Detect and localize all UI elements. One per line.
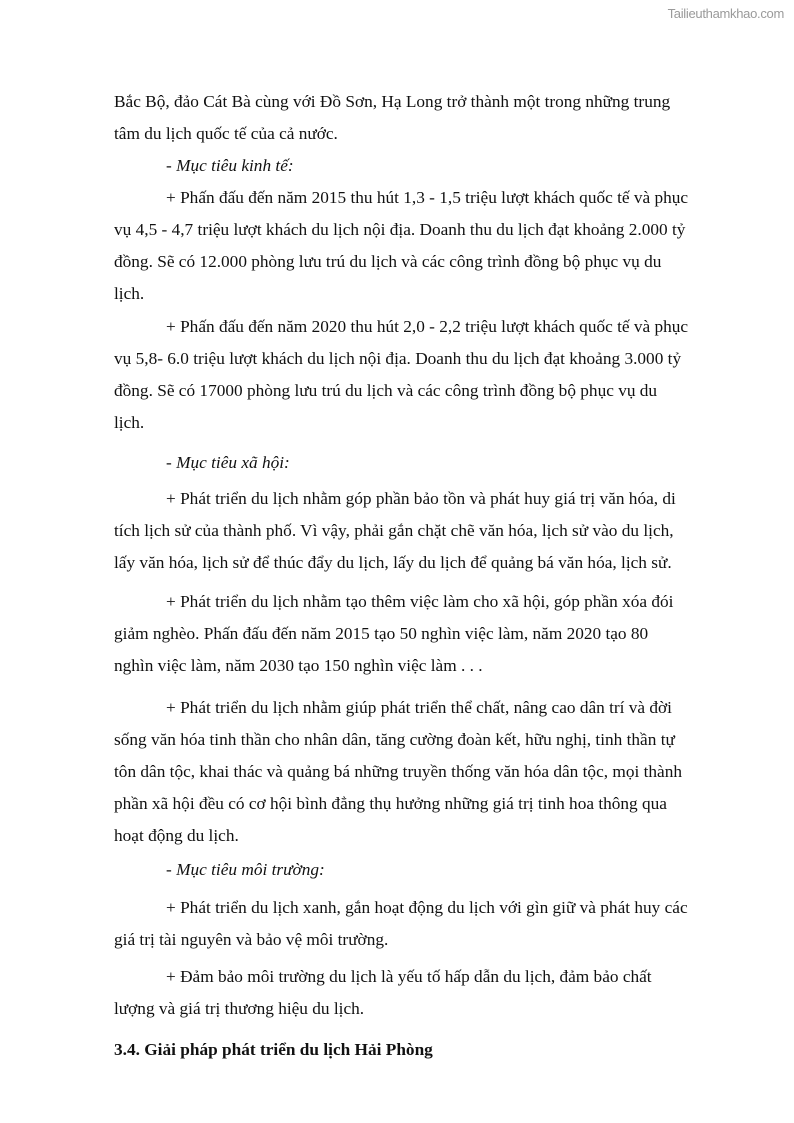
text-line: giảm nghèo. Phấn đấu đến năm 2015 tạo 50 nghìn việc làm, năm 2020 tạo 80: [114, 624, 649, 643]
text-line: hoạt động du lịch.: [114, 826, 239, 845]
text-line: giá trị tài nguyên và bảo vệ môi trường.: [114, 930, 389, 949]
watermark: Tailieuthamkhao.com: [667, 6, 784, 21]
text-line: + Phát triển du lịch xanh, gắn hoạt động du lịch với gìn giữ và phát huy các: [166, 898, 688, 917]
text-line: nghìn việc làm, năm 2030 tạo 150 nghìn việc làm . . .: [114, 656, 483, 675]
text-line: phần xã hội đều có cơ hội bình đẳng thụ hưởng những giá trị tinh hoa thông qua: [114, 794, 667, 813]
text-line: vụ 5,8- 6.0 triệu lượt khách du lịch nội địa. Doanh thu du lịch đạt khoảng 3.000 tỷ: [114, 349, 682, 368]
text-line: lịch.: [114, 413, 145, 432]
text-line: vụ 4,5 - 4,7 triệu lượt khách du lịch nội địa. Doanh thu du lịch đạt khoảng 2.000 tỷ: [114, 220, 686, 239]
subheading-environment: - Mục tiêu môi trường:: [166, 860, 325, 879]
text-line: lượng và giá trị thương hiệu du lịch.: [114, 999, 365, 1018]
text-line: đồng. Sẽ có 12.000 phòng lưu trú du lịch và các công trình đồng bộ phục vụ du: [114, 252, 662, 271]
text-line: tôn dân tộc, khai thác và quảng bá những truyền thống văn hóa dân tộc, mọi thành: [114, 762, 682, 781]
text-line: tâm du lịch quốc tế của cả nước.: [114, 124, 338, 143]
text-line: lịch.: [114, 284, 145, 303]
text-line: đồng. Sẽ có 17000 phòng lưu trú du lịch và các công trình đồng bộ phục vụ du: [114, 381, 658, 400]
section-heading: 3.4. Giải pháp phát triển du lịch Hải Phòng: [114, 1040, 433, 1059]
text-line: + Phấn đấu đến năm 2020 thu hút 2,0 - 2,2 triệu lượt khách quốc tế và phục: [166, 317, 689, 336]
text-line: + Phát triển du lịch nhằm góp phần bảo tồn và phát huy giá trị văn hóa, di: [166, 489, 676, 508]
text-line: + Phát triển du lịch nhằm giúp phát triển thể chất, nâng cao dân trí và đời: [166, 698, 672, 717]
text-line: Bắc Bộ, đảo Cát Bà cùng với Đồ Sơn, Hạ Long trở thành một trong những trung: [114, 92, 671, 111]
text-line: tích lịch sử của thành phố. Vì vậy, phải gắn chặt chẽ văn hóa, lịch sử vào du lịch,: [114, 521, 674, 540]
text-line: + Phấn đấu đến năm 2015 thu hút 1,3 - 1,5 triệu lượt khách quốc tế và phục: [166, 188, 689, 207]
subheading-economic: - Mục tiêu kinh tế:: [166, 156, 294, 175]
subheading-social: - Mục tiêu xã hội:: [166, 453, 290, 472]
text-line: + Đảm bảo môi trường du lịch là yếu tố hấp dẫn du lịch, đảm bảo chất: [166, 967, 652, 986]
text-line: lấy văn hóa, lịch sử để thúc đẩy du lịch, lấy du lịch để quảng bá văn hóa, lịch sử.: [114, 553, 672, 572]
text-line: + Phát triển du lịch nhằm tạo thêm việc làm cho xã hội, góp phần xóa đói: [166, 592, 674, 611]
text-line: sống văn hóa tinh thần cho nhân dân, tăng cường đoàn kết, hữu nghị, tinh thần tự: [114, 730, 675, 749]
